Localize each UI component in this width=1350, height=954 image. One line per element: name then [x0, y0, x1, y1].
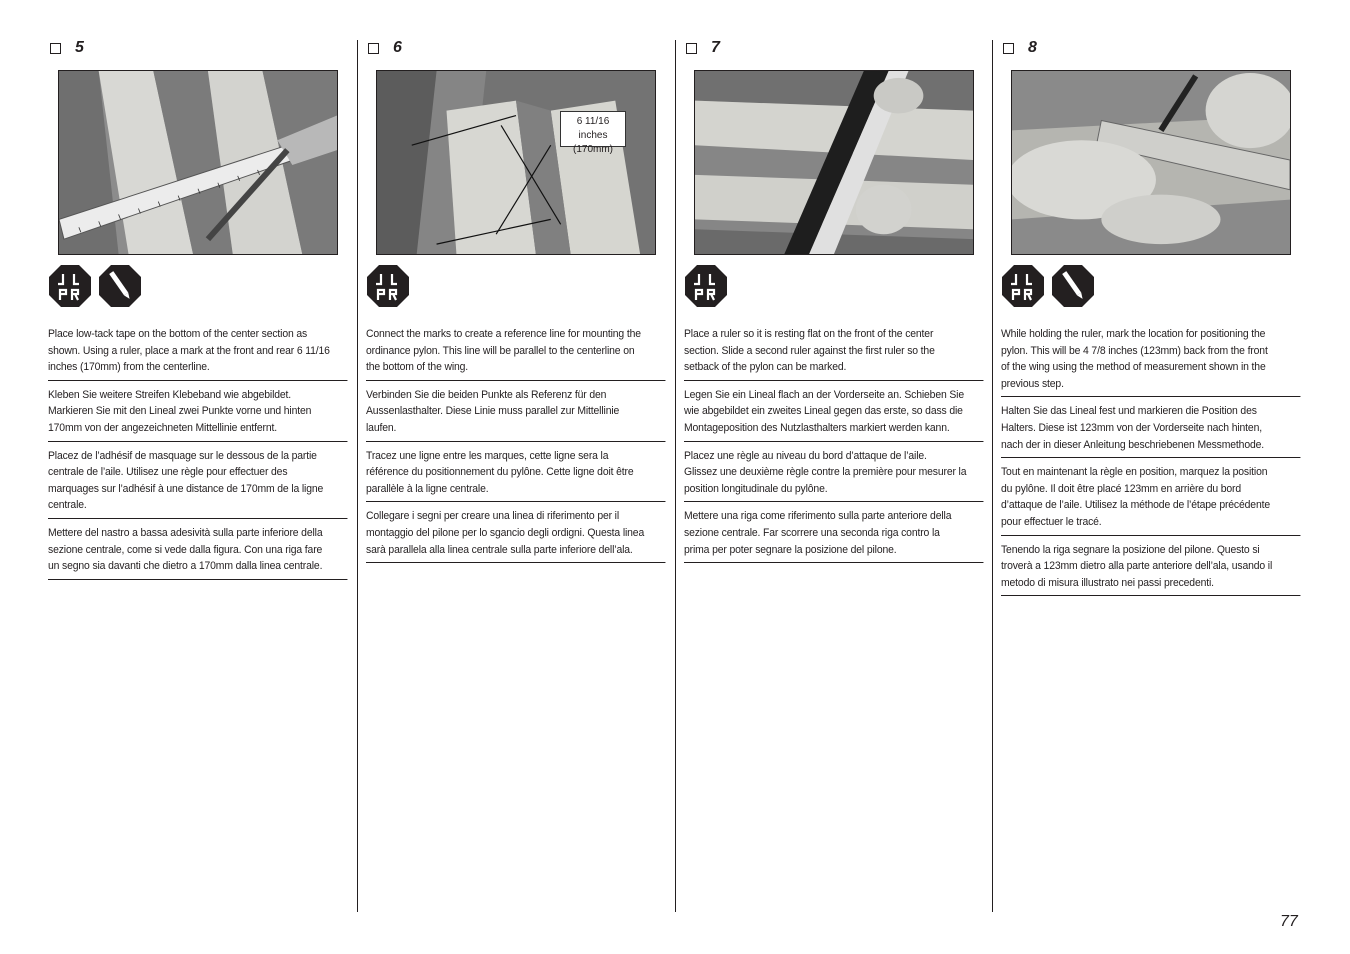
step-checkbox[interactable]	[368, 43, 379, 54]
step-number: 5	[75, 39, 84, 56]
step-8-column	[1001, 38, 1301, 602]
icon-row	[366, 264, 666, 310]
measurement-callout: 6 11/16 inches (170mm)	[560, 111, 626, 147]
step-5-column	[48, 38, 348, 586]
step-header	[1001, 38, 1301, 58]
column-divider	[357, 40, 358, 912]
instruction-italian: Mettere una riga come riferimento sulla parte anteriore della sezione centrale. Far scorrere una seconda riga contro la prima per poter segnare la posizione del pilone.	[684, 508, 983, 563]
step-7-column	[684, 38, 984, 569]
marker-pen-icon	[98, 264, 142, 308]
step-number: 6	[393, 39, 402, 56]
tape-measure-icon	[48, 264, 92, 308]
instruction-italian: Collegare i segni per creare una linea di riferimento per il montaggio del pilone per lo sgancio degli ordigni. Questa linea sarà parallela alla linea centrale sulla parte inferiore dell’ala.	[366, 508, 665, 563]
step-photo	[1011, 70, 1291, 255]
column-divider	[992, 40, 993, 912]
step-header	[684, 38, 984, 58]
tape-measure-icon	[684, 264, 728, 308]
step-checkbox[interactable]	[686, 43, 697, 54]
step-number: 8	[1028, 39, 1037, 56]
page-number: 77	[1280, 913, 1298, 930]
instruction-english: Connect the marks to create a reference line for mounting the ordinance pylon. This line will be parallel to the centerline on the bottom of the wing.	[366, 326, 665, 381]
instruction-french: Tracez une ligne entre les marques, cette ligne sera la référence du positionnement du pylône. Cette ligne doit être parallèle à la ligne centrale.	[366, 448, 665, 503]
instruction-german: Verbinden Sie die beiden Punkte als Referenz für den Aussenlasthalter. Diese Linie muss parallel zur Mittellinie laufen.	[366, 387, 665, 442]
icon-row	[48, 264, 348, 310]
instruction-french: Placez de l’adhésif de masquage sur le dessous de la partie centrale de l’aile. Utilisez une règle pour effectuer des marquages sur l’adhésif à une distance de 170mm de la ligne centrale.	[48, 448, 347, 519]
instruction-english: Place low-tack tape on the bottom of the center section as shown. Using a ruler, place a mark at the front and rear 6 11/16 inches (170mm) from the centerline.	[48, 326, 347, 381]
step-6-column	[366, 38, 666, 569]
instruction-french: Placez une règle au niveau du bord d’attaque de l’aile. Glissez une deuxième règle contre la première pour mesurer la position longitudinale du pylône.	[684, 448, 983, 503]
instruction-english: While holding the ruler, mark the location for positioning the pylon. This will be 4 7/8 inches (123mm) back from the front of the wing using the method of measurement shown in the previous step.	[1001, 326, 1300, 397]
step-photo	[694, 70, 974, 255]
instruction-italian: Mettere del nastro a bassa adesività sulla parte inferiore della sezione centrale, come si vede dalla figura. Con una riga fare un segno sia davanti che dietro a 170mm dalla linea centrale.	[48, 525, 347, 580]
step-checkbox[interactable]	[1003, 43, 1014, 54]
instruction-french: Tout en maintenant la règle en position, marquez la position du pylône. Il doit être placé 123mm en arrière du bord d’attaque de l’aile. Utilisez la méthode de l’étape précédente pour effectuer le tracé.	[1001, 464, 1300, 535]
instruction-german: Kleben Sie weitere Streifen Klebeband wie abgebildet. Markieren Sie mit den Lineal zwei Punkte vorne und hinten 170mm von der angezeichneten Mittellinie entfernt.	[48, 387, 347, 442]
step-header	[366, 38, 666, 58]
step-header	[48, 38, 348, 58]
tape-measure-icon	[1001, 264, 1045, 308]
column-divider	[675, 40, 676, 912]
instruction-english: Place a ruler so it is resting flat on the front of the center section. Slide a second ruler against the first ruler so the setback of the pylon can be marked.	[684, 326, 983, 381]
icon-row	[1001, 264, 1301, 310]
instruction-german: Legen Sie ein Lineal flach an der Vorderseite an. Schieben Sie wie abgebildet ein zweites Lineal gegen das erste, so dass die Montageposition des Nutzlasthalters markiert werden kann.	[684, 387, 983, 442]
step-photo	[376, 70, 656, 255]
tape-measure-icon	[366, 264, 410, 308]
icon-row	[684, 264, 984, 310]
step-checkbox[interactable]	[50, 43, 61, 54]
step-number: 7	[711, 39, 720, 56]
instruction-german: Halten Sie das Lineal fest und markieren die Position des Halters. Diese ist 123mm von der Vorderseite nach hinten, nach der in dieser Anleitung beschriebenen Messmethode.	[1001, 403, 1300, 458]
marker-pen-icon	[1051, 264, 1095, 308]
instruction-italian: Tenendo la riga segnare la posizione del pilone. Questo si troverà a 123mm dietro alla parte anteriore dell’ala, usando il metodo di misura illustrato nei passi precedenti.	[1001, 542, 1300, 597]
step-photo	[58, 70, 338, 255]
